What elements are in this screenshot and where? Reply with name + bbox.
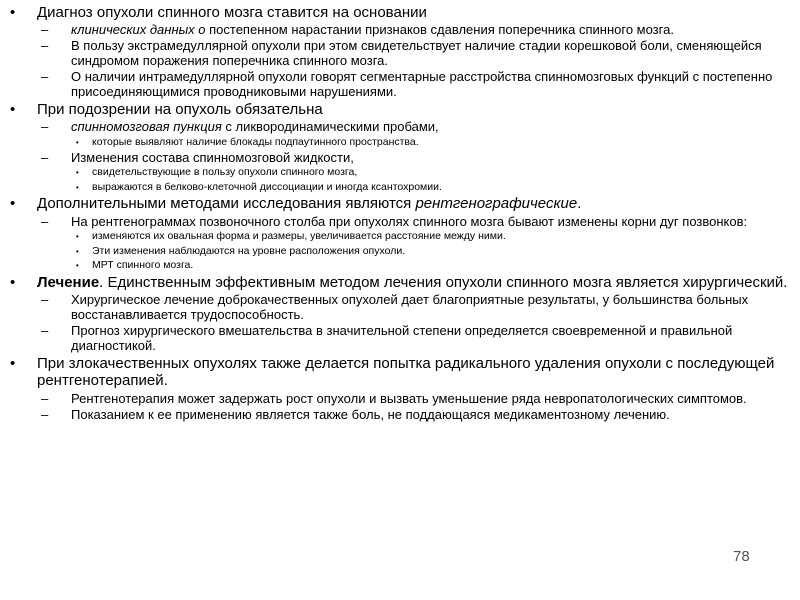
bullet-text: . Единственным эффективным методом лечения опухоли спинного мозга является хирургический. xyxy=(99,273,788,291)
sub-bullet-radiographs xyxy=(8,214,794,229)
bullet-diagnosis xyxy=(8,4,794,22)
bullet-text: При злокачественных опухолях также делается попытка радикального удаления опухоли с последующей рентгенотерапией. xyxy=(37,354,775,389)
sub-bullet-spinal-puncture xyxy=(8,119,794,134)
dash-marker: – xyxy=(41,149,49,165)
dash-marker: – xyxy=(41,69,49,84)
sub-sub-bullet-oval-shape xyxy=(8,230,794,243)
bullet-treatment xyxy=(8,274,794,292)
bullet-marker: • xyxy=(10,3,16,21)
sub-bullet-text: Хирургическое лечение доброкачественных опухолей дает благоприятные результаты, у большинства больных восстанавливается трудоспособность. xyxy=(71,292,749,322)
bullet-text: Дополнительными методами исследования являются xyxy=(37,195,416,212)
sub-bullet-text: Рентгенотерапия может задержать рост опухоли и вызвать уменьшение ряда невропатологических симптомов. xyxy=(71,390,747,406)
bullet-text: При подозрении на опухоль обязательна xyxy=(37,100,323,118)
dash-marker: – xyxy=(41,213,49,229)
sub-bullet-radiotherapy xyxy=(8,391,794,406)
dash-marker: – xyxy=(41,323,49,338)
bullet-marker: • xyxy=(10,100,16,118)
sub-sub-bullet-text: выражаются в белково-клеточной диссоциации и иногда ксантохромии. xyxy=(92,180,442,193)
sub-bullet-csf-changes xyxy=(8,150,794,165)
sub-sub-bullet-mri xyxy=(8,259,794,272)
small-bullet-marker: • xyxy=(76,261,79,270)
sub-sub-bullet-blockade xyxy=(8,136,794,149)
dash-marker: – xyxy=(41,38,49,53)
bullet-marker: • xyxy=(10,195,16,212)
bullet-malignant xyxy=(8,355,794,390)
dash-marker: – xyxy=(41,22,49,37)
sub-bullet-text: с ликвородинамическими пробами, xyxy=(221,119,439,134)
page-number: 78 xyxy=(733,548,750,565)
sub-sub-bullet-text: которые выявляют наличие блокады подпаутинного пространства. xyxy=(92,135,419,148)
sub-sub-bullet-dissociation xyxy=(8,181,794,194)
sub-sub-bullet-text: изменяются их овальная форма и размеры, увеличивается расстояние между ними. xyxy=(92,230,506,242)
italic-text: спинномозговая пункция xyxy=(71,119,222,134)
sub-sub-bullet-text: МРТ спинного мозга. xyxy=(92,259,194,271)
sub-bullet-text: О наличии интрамедуллярной опухоли говорят сегментарные расстройства спинномозговых функций с постепенно присоединяющимися проводниковыми нарушениями. xyxy=(71,69,773,99)
sub-sub-bullet-text: свидетельствующие в пользу опухоли спинного мозга, xyxy=(92,166,358,178)
small-bullet-marker: • xyxy=(76,168,79,177)
bullet-marker: • xyxy=(10,273,16,291)
sub-bullet-text: На рентгенограммах позвоночного столба при опухолях спинного мозга бывают изменены корни дуг позвонков: xyxy=(71,213,748,229)
small-bullet-marker: • xyxy=(76,232,79,241)
sub-bullet-prognosis xyxy=(8,323,794,353)
small-bullet-marker: • xyxy=(76,246,79,256)
sub-sub-bullet-evidence xyxy=(8,166,794,179)
dash-marker: – xyxy=(41,406,49,422)
sub-bullet-indication xyxy=(8,407,794,422)
dash-marker: – xyxy=(41,292,49,307)
italic-text: клинических данных о xyxy=(71,22,206,37)
sub-bullet-surgery-results xyxy=(8,292,794,322)
sub-bullet-text: Изменения состава спинномозговой жидкости, xyxy=(71,149,354,165)
bullet-suspicion xyxy=(8,101,794,119)
sub-sub-bullet-text: Эти изменения наблюдаются на уровне расположения опухоли. xyxy=(92,244,406,257)
sub-bullet-intramedullary xyxy=(8,69,794,99)
small-bullet-marker: • xyxy=(76,137,79,147)
italic-text: рентгенографические xyxy=(415,195,578,212)
small-bullet-marker: • xyxy=(76,182,79,192)
bullet-additional-methods xyxy=(8,195,794,213)
slide-content xyxy=(8,2,794,422)
dash-marker: – xyxy=(41,119,49,134)
sub-bullet-extramedullary xyxy=(8,38,794,68)
sub-bullet-text: Прогноз хирургического вмешательства в значительной степени определяется своевременной и правильной диагностикой. xyxy=(71,323,733,353)
dash-marker: – xyxy=(41,390,49,406)
bold-text: Лечение xyxy=(37,273,100,291)
sub-bullet-text: Показанием к ее применению является также боль, не поддающаяся медикаментозному лечению. xyxy=(71,406,670,422)
sub-bullet-text: постепенном нарастании признаков сдавления поперечника спинного мозга. xyxy=(205,22,674,37)
sub-bullet-text: В пользу экстрамедуллярной опухоли при этом свидетельствует наличие стадии корешковой боли, сменяющейся синдромом поражения поперечника спинного мозга. xyxy=(71,38,762,68)
sub-bullet-clinical-data xyxy=(8,22,794,37)
sub-sub-bullet-tumor-level xyxy=(8,245,794,258)
bullet-text-end: . xyxy=(577,195,582,212)
bullet-marker: • xyxy=(10,354,16,372)
bullet-text: Диагноз опухоли спинного мозга ставится на основании xyxy=(37,3,427,21)
